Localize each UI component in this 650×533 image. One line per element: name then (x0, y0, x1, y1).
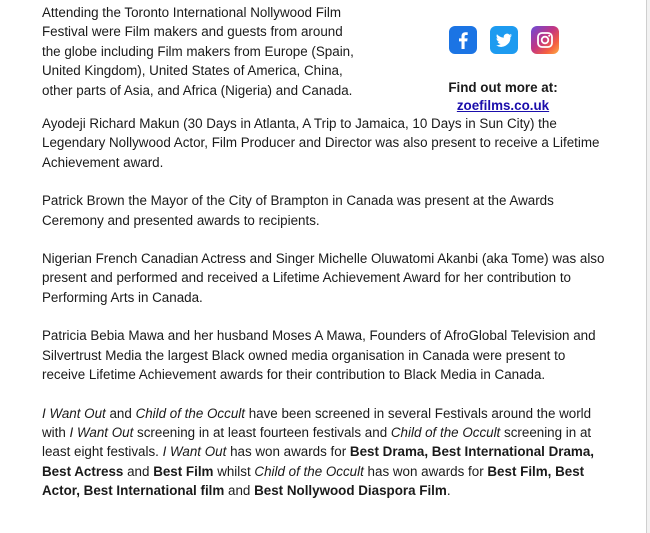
text-run: and (123, 463, 154, 479)
film-title: I Want Out (69, 424, 134, 440)
film-title: I Want Out (162, 444, 227, 460)
find-out-more-label: Find out more at: (448, 80, 558, 95)
film-title: I Want Out (42, 405, 106, 421)
paragraph-makun: Ayodeji Richard Makun (30 Days in Atlanta, A Trip to Jamaica, 10 Days in Sun City) the Legendary Nollywood Actor, Film Producer and Director was also present to receive a Lifetime Achievement award. (42, 116, 600, 170)
social-icons (419, 26, 588, 54)
text-run: and (105, 405, 136, 421)
text-run: has won awards for (226, 444, 350, 460)
facebook-icon[interactable] (449, 26, 477, 54)
award-list: Best Nollywood Diaspora Film (254, 483, 447, 499)
film-title: Child of the Occult (135, 405, 245, 421)
award-list: Best Film (153, 463, 214, 479)
text-run: and (224, 483, 255, 499)
paragraph-tome: Nigerian French Canadian Actress and Singer Michelle Oluwatomi Akanbi (aka Tome) was also present and performed and received a Lifetime Achievement Award for her contribution to Performing Arts in Canada. (42, 251, 605, 305)
award-list: Best Drama, Best International Drama, Best Actress (42, 444, 594, 479)
paragraph-mawa: Patricia Bebia Mawa and her husband Moses A Mawa, Founders of AfroGlobal Television and Silvertrust Media the largest Black owned media organisation in Canada were present to receive Lifetime Achievement awards for their contribution to Black Media in Canada. (42, 328, 596, 383)
award-list: Best Film, Best Actor, Best International film (42, 463, 585, 499)
twitter-icon[interactable] (490, 26, 518, 54)
website-link[interactable]: zoefilms.co.uk (456, 98, 550, 113)
text-run: has won awards for (363, 463, 488, 479)
text-run: . (446, 483, 451, 499)
paragraph-mayor: Patrick Brown the Mayor of the City of Brampton in Canada was present at the Awards Ceremony and presented awards to recipients. (42, 193, 554, 228)
paragraph-screenings (42, 404, 612, 501)
film-title: Child of the Occult (254, 463, 364, 479)
text-run: screening in at least fourteen festivals and (133, 424, 391, 440)
instagram-icon[interactable] (531, 26, 559, 54)
sidebar (418, 26, 588, 113)
intro-paragraph: Attending the Toronto International Nollywood Film Festival were Film makers and guests from around the globe including Film makers from Europe (Spain, United Kingdom), United States of America, China, other parts of Asia, and Africa (Nigeria) and Canada. (42, 5, 354, 98)
text-run: screening in at least eight festivals. (42, 424, 592, 460)
text-run: whilst (213, 463, 255, 479)
film-title: Child of the Occult (390, 424, 501, 440)
text-run: have been screened in several Festivals around the world with (42, 405, 592, 440)
